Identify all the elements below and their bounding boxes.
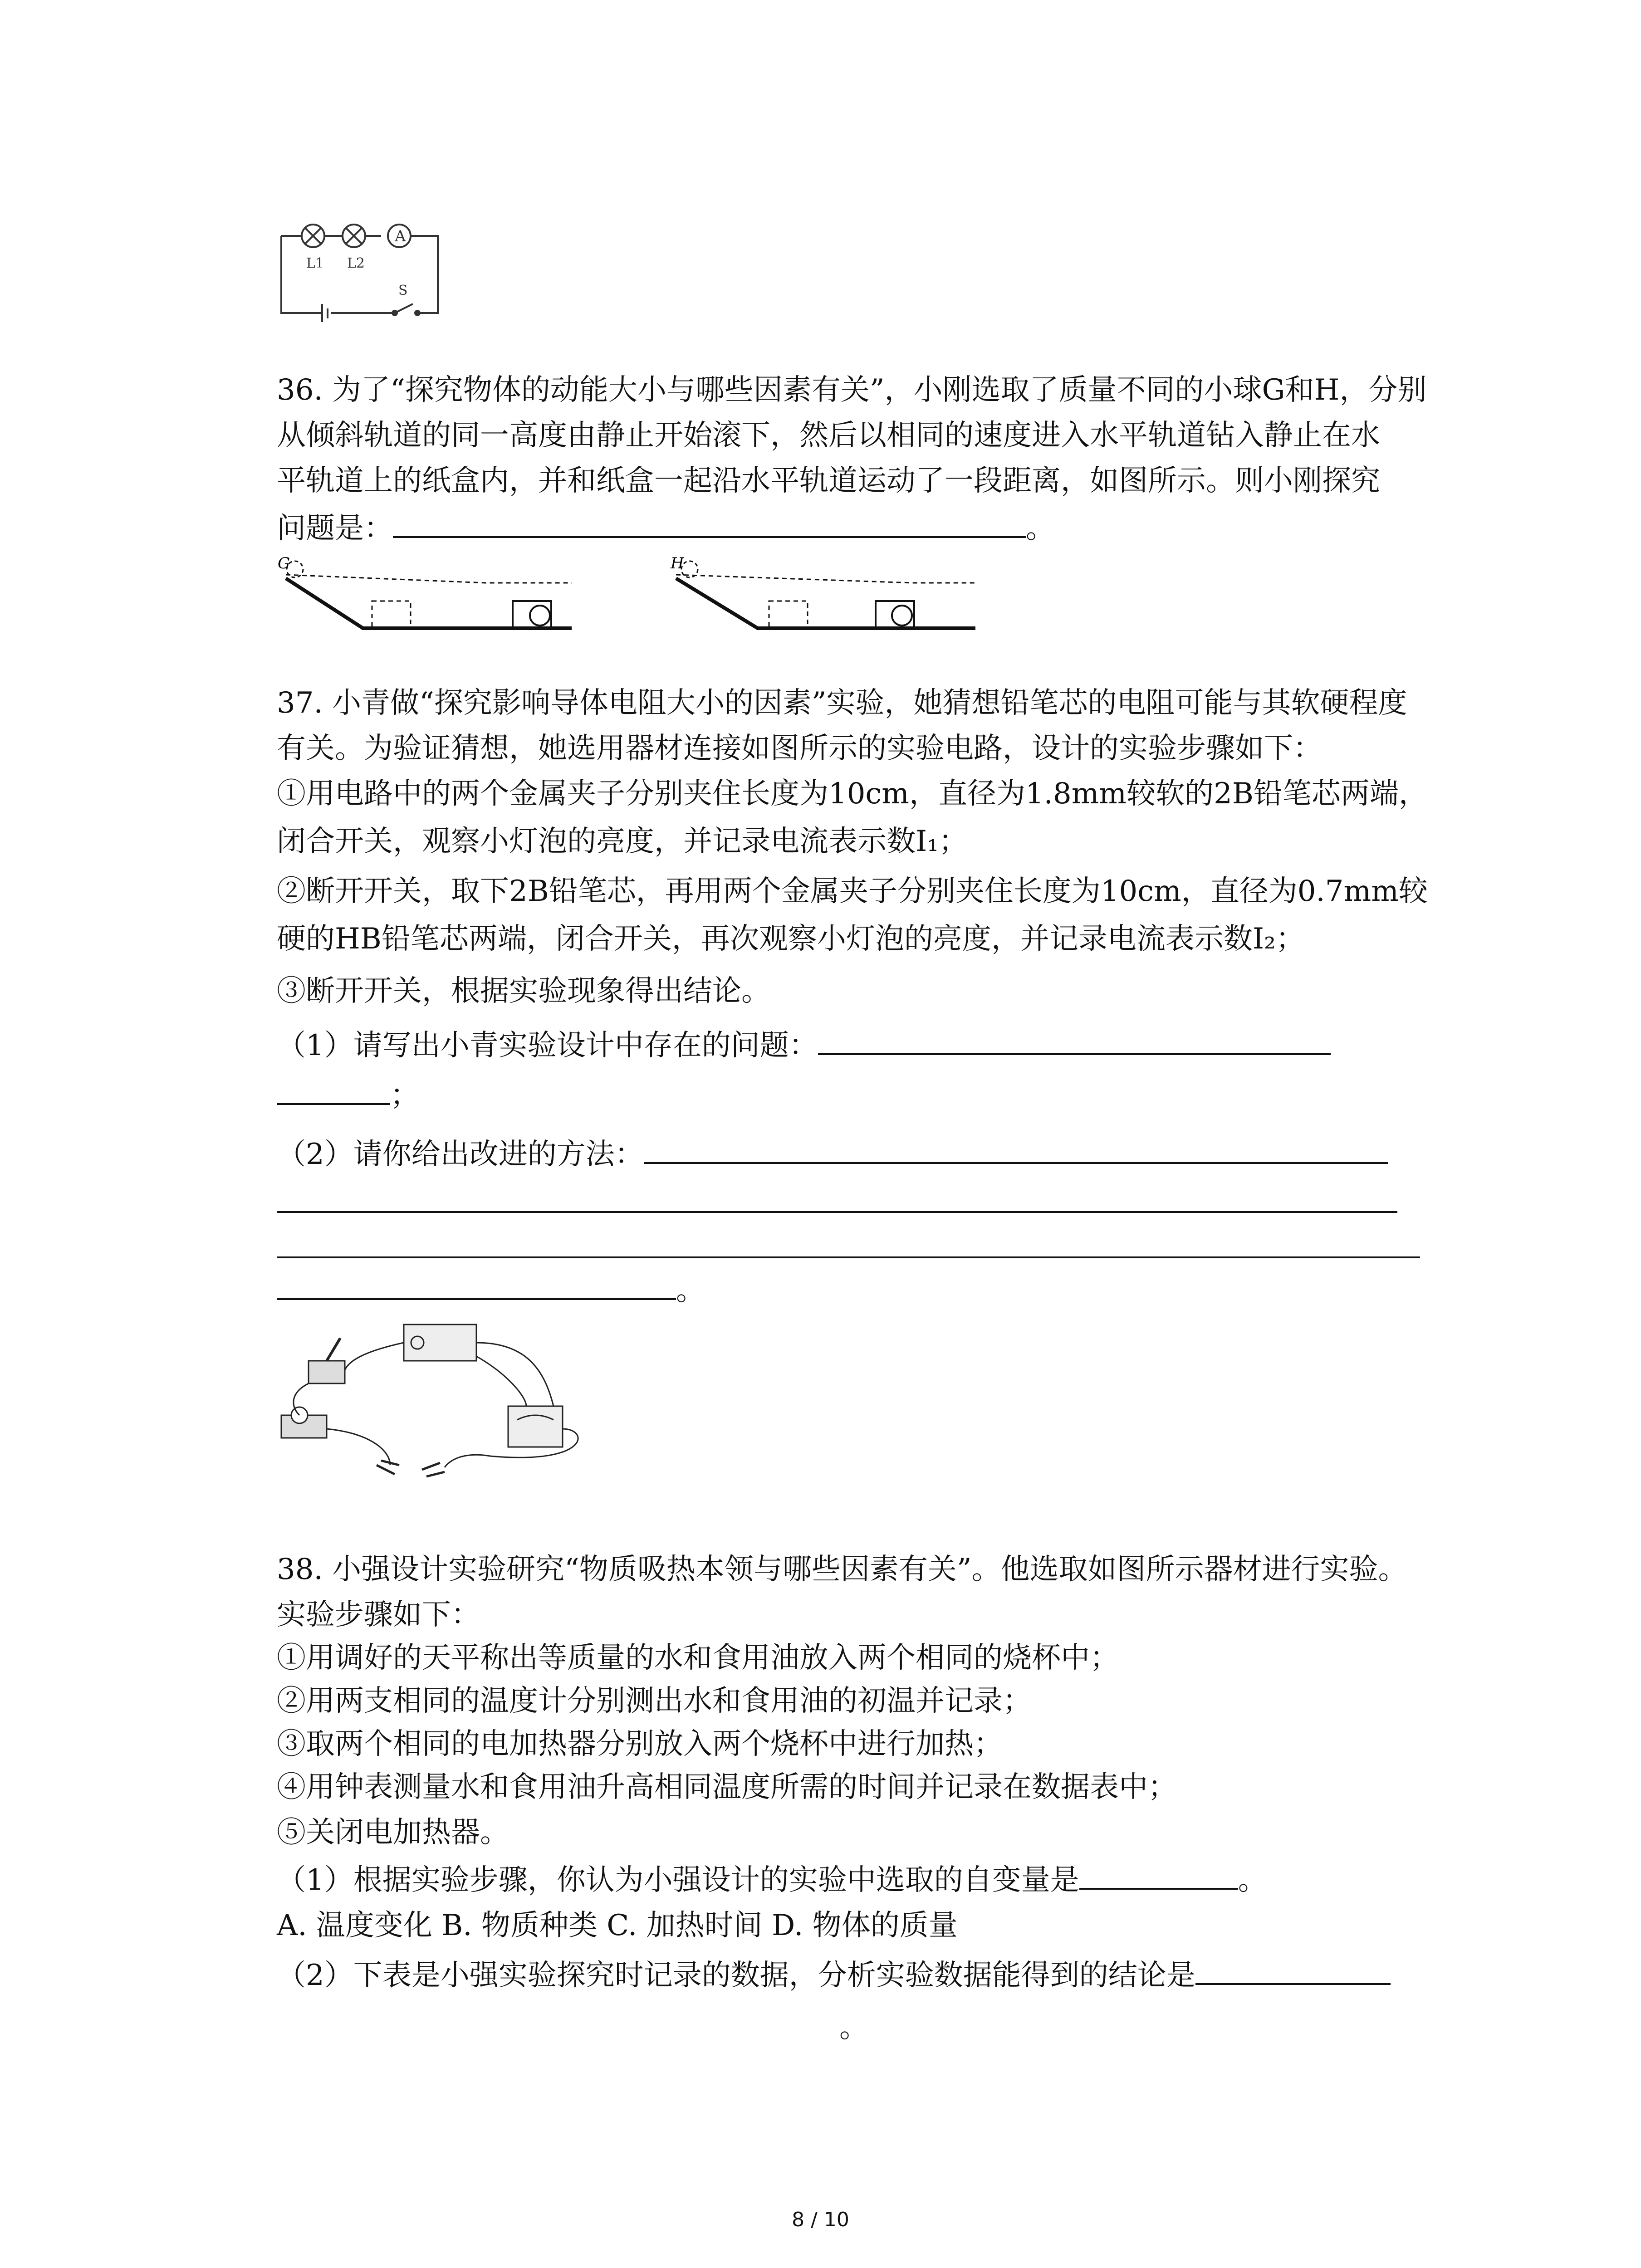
- q38-sub2-text: （2）下表是小强实验探究时记录的数据，分析实验数据能得到的结论是: [277, 1959, 1195, 1992]
- q37-sub1: [277, 1025, 1331, 1066]
- q37-line-1: 37. 小青做“探究影响导体电阻大小的因素”实验，她猜想铅笔芯的电阻可能与其软硬程度: [277, 686, 1407, 720]
- q38-sub2: [277, 1955, 1391, 1996]
- q37-sub2-cont: [277, 1270, 705, 1311]
- q37-line-3: ①用电路中的两个金属夹子分别夹住长度为10cm，直径为1.8mm较软的2B铅笔芯两端，: [277, 777, 1428, 811]
- q38-sub1-end: 。: [1238, 1863, 1267, 1897]
- q38-sub2-end: 。: [839, 2011, 868, 2044]
- q37-sub1-text: （1）请写出小青实验设计中存在的问题：: [277, 1029, 818, 1062]
- label-h: H: [671, 556, 684, 572]
- label-l2: L2: [347, 255, 365, 271]
- q37-sub2-blank[interactable]: [644, 1135, 1388, 1164]
- q37-sub1-blank-2[interactable]: [277, 1076, 390, 1105]
- q36-line-1: 36. 为了“探究物体的动能大小与哪些因素有关”，小刚选取了质量不同的小球G和H，分别: [277, 373, 1427, 407]
- q38-options: A. 温度变化 B. 物质种类 C. 加热时间 D. 物体的质量: [277, 1909, 958, 1942]
- q37-line-7: ③断开开关，根据实验现象得出结论。: [277, 974, 770, 1008]
- q36-question-prefix: 问题是：: [277, 512, 393, 545]
- page-number: 8 / 10: [792, 2208, 849, 2231]
- q37-sub1-blank[interactable]: [818, 1026, 1331, 1055]
- q36-question-suffix: 。: [1026, 512, 1055, 545]
- q37-line-5: ②断开开关，取下2B铅笔芯，再用两个金属夹子分别夹住长度为10cm，直径为0.7mm较: [277, 875, 1428, 908]
- label-l1: L1: [306, 255, 324, 271]
- q37-answer-line-2[interactable]: [277, 1211, 1397, 1213]
- q37-sub1-end: ；: [390, 1079, 419, 1112]
- q37-line-4: 闭合开关，观察小灯泡的亮度，并记录电流表示数I₁；: [277, 825, 968, 858]
- q37-sub2-text: （2）请你给出改进的方法：: [277, 1138, 644, 1171]
- q37-sub1-cont: [277, 1075, 419, 1116]
- label-g: G: [278, 556, 290, 572]
- ramp-figure: [277, 556, 985, 637]
- q37-sub2-end: 。: [676, 1274, 705, 1307]
- q38-line-2: 实验步骤如下：: [277, 1598, 480, 1632]
- q38-sub1-blank[interactable]: [1079, 1861, 1238, 1890]
- q36-question: [277, 508, 1055, 549]
- label-a: A: [395, 227, 406, 245]
- q37-line-6: 硬的HB铅笔芯两端，闭合开关，再次观察小灯泡的亮度，并记录电流表示数I₂；: [277, 922, 1305, 956]
- q36-answer-blank[interactable]: [393, 509, 1026, 538]
- q38-sub1-text: （1）根据实验步骤，你认为小强设计的实验中选取的自变量是: [277, 1863, 1079, 1897]
- q38-step-4: ④用钟表测量水和食用油升高相同温度所需的时间并记录在数据表中；: [277, 1770, 1177, 1804]
- apparatus-figure: [272, 1315, 599, 1497]
- q37-sub2: [277, 1134, 1388, 1175]
- q36-line-3: 平轨道上的纸盒内，并和纸盒一起沿水平轨道运动了一段距离，如图所示。则小刚探究: [277, 464, 1380, 498]
- q38-sub2-blank[interactable]: [1195, 1956, 1391, 1985]
- circuit-diagram-top: [277, 218, 449, 322]
- q37-line-2: 有关。为验证猜想，她选用器材连接如图所示的实验电路，设计的实验步骤如下：: [277, 732, 1322, 765]
- q37-answer-line-3[interactable]: [277, 1256, 1420, 1258]
- q38-line-1: 38. 小强设计实验研究“物质吸热本领与哪些因素有关”。他选取如图所示器材进行实验。: [277, 1553, 1407, 1586]
- q37-sub2-blank-4[interactable]: [277, 1271, 676, 1300]
- q38-step-1: ①用调好的天平称出等质量的水和食用油放入两个相同的烧杯中；: [277, 1641, 1119, 1675]
- q38-step-5: ⑤关闭电加热器。: [277, 1816, 509, 1849]
- label-s: S: [398, 283, 408, 298]
- q36-line-2: 从倾斜轨道的同一高度由静止开始滚下，然后以相同的速度进入水平轨道钻入静止在水: [277, 419, 1380, 452]
- q38-sub1: [277, 1860, 1267, 1901]
- q38-step-3: ③取两个相同的电加热器分别放入两个烧杯中进行加热；: [277, 1727, 1003, 1761]
- q38-step-2: ②用两支相同的温度计分别测出水和食用油的初温并记录；: [277, 1684, 1032, 1718]
